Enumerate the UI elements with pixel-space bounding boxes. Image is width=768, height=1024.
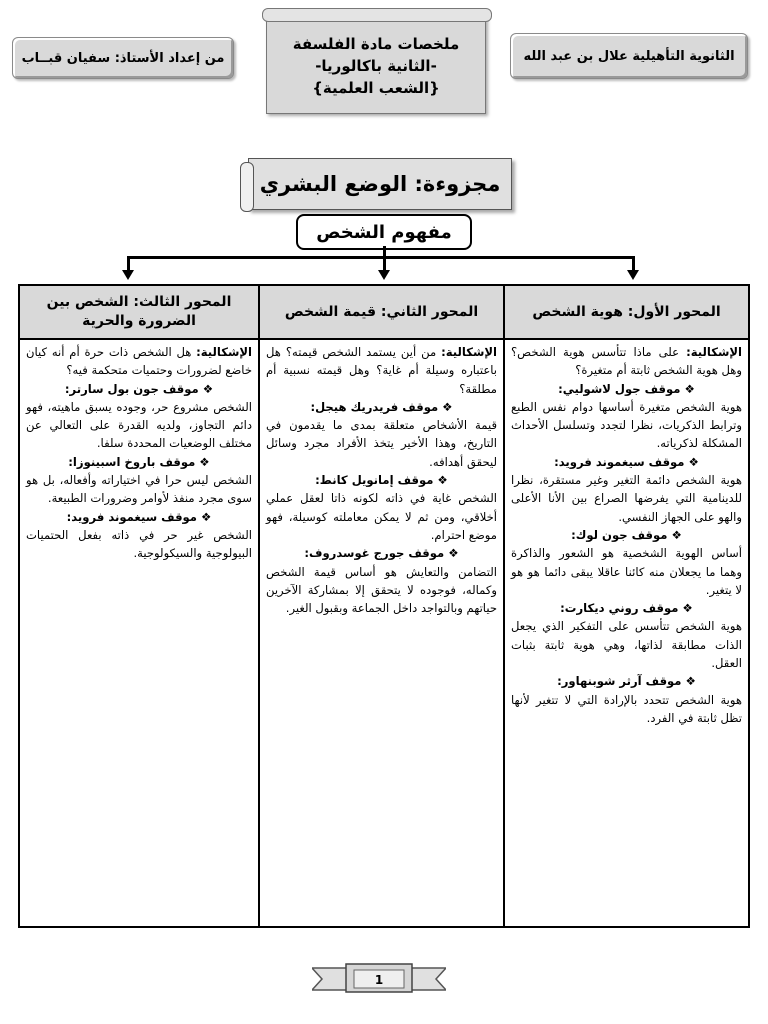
stance-text: الشخص غير حر في ذاته بفعل الحتميات البيولوجية والسيكولوجية. bbox=[26, 527, 252, 561]
problem-statement bbox=[26, 343, 252, 380]
stance-title bbox=[266, 398, 497, 416]
stance-text: أساس الهوية الشخصية هو الشعور والذاكرة وهما ما يجعلان منه كائنا عاقلا يبقى دائما هو هو لا يتغير. bbox=[511, 546, 742, 597]
stance-title-text: موقف جول لاشوليي: bbox=[558, 381, 681, 396]
stance-text: هوية الشخص متغيرة أساسها دوام نفس الطبع وترابط الذكريات، نظرا لتجدد وتسلسل الأحداث المشكلة لذكرياته. bbox=[511, 399, 742, 451]
stance-title bbox=[511, 672, 742, 690]
stance-text: هوية الشخص تتحدد بالإرادة التي لا تتغير لأنها تظل ثابتة في الفرد. bbox=[511, 692, 742, 725]
stance-title bbox=[266, 544, 497, 562]
axis-column bbox=[505, 286, 748, 926]
school-name-box bbox=[510, 33, 748, 79]
module-banner bbox=[240, 158, 514, 210]
author-box bbox=[12, 37, 234, 79]
diamond-bullet-icon: ❖ bbox=[442, 399, 453, 414]
stance-title-text: موقف سيغموند فرويد: bbox=[66, 509, 197, 524]
stance-title-text: موقف جورج غوسدروف: bbox=[304, 546, 445, 561]
diamond-bullet-icon: ❖ bbox=[199, 454, 210, 469]
stance-title-text: موقف آرثر شوبنهاور: bbox=[557, 674, 682, 689]
stance-title bbox=[511, 380, 742, 398]
diamond-bullet-icon: ❖ bbox=[671, 527, 682, 542]
diamond-bullet-icon: ❖ bbox=[448, 546, 459, 561]
title-line-1: ملخصات مادة الفلسفة bbox=[292, 35, 460, 53]
problem-text: من أين يستمد الشخص قيمته؟ هل باعتباره وسيلة أم غاية؟ وهل قيمته نسبية أم مطلقة؟ bbox=[266, 345, 497, 396]
problem-statement bbox=[266, 343, 497, 398]
axis-column bbox=[260, 286, 505, 926]
stance-text: قيمة الأشخاص متعلقة بمدى ما يقدمون في التاريخ، وهذا الأخير يتخذ الأفراد مجرد وسائل ليحقق أهدافه. bbox=[266, 418, 497, 469]
page-number-ribbon bbox=[312, 962, 446, 996]
stance-text: الشخص ليس حرا في اختياراته وأفعاله، بل هو سوى مجرد منفذ لأوامر وضرورات الطبيعة. bbox=[26, 473, 252, 506]
axis-content bbox=[20, 340, 258, 566]
diamond-bullet-icon: ❖ bbox=[682, 601, 693, 616]
diamond-bullet-icon: ❖ bbox=[684, 381, 695, 396]
axis-content bbox=[505, 340, 748, 730]
stance-title bbox=[266, 471, 497, 489]
stance-title bbox=[26, 380, 252, 398]
stance-title-text: موقف باروخ اسبينوزا: bbox=[68, 454, 196, 469]
stance-title-text: موقف إمانويل كانط: bbox=[315, 473, 434, 488]
title-line-3: {الشعب العلمية} bbox=[312, 79, 440, 97]
diamond-bullet-icon: ❖ bbox=[200, 509, 212, 524]
problem-label: الإشكالية: bbox=[441, 345, 497, 359]
stance-title-text: موقف روني ديكارت: bbox=[560, 601, 679, 616]
problem-text: على ماذا تتأسس هوية الشخص؟ وهل هوية الشخص ثابتة أم متغيرة؟ bbox=[511, 345, 742, 378]
stance-text: الشخص مشروع حر، وجوده يسبق ماهيته، فهو دائم التجاوز، ولديه القدرة على التعالي عن مختلف الوضعيات المحددة سلفا. bbox=[26, 399, 252, 451]
stance-title bbox=[26, 453, 252, 471]
arrow-down-icon bbox=[627, 270, 639, 280]
connector-horizontal bbox=[127, 256, 635, 259]
stance-title bbox=[511, 526, 742, 544]
stance-title-text: موقف جون لوك: bbox=[571, 527, 668, 542]
stance-text: التضامن والتعايش هو أساس قيمة الشخص وكماله، فوجوده لا يتحقق إلا بمشاركة الآخرين حياتهم وبالتواجد داخل الجماعة وبقبول الغير. bbox=[266, 564, 497, 616]
axis-content bbox=[260, 340, 503, 620]
stance-title-text: موقف فريدريك هيجل: bbox=[310, 399, 439, 414]
axes-table bbox=[18, 284, 750, 928]
problem-text: هل الشخص ذات حرة أم أنه كيان خاضع لضرورات وحتميات متحكمة فيه؟ bbox=[26, 345, 252, 378]
concept-title: مفهوم الشخص bbox=[296, 214, 472, 250]
diamond-bullet-icon: ❖ bbox=[437, 473, 448, 488]
title-line-2: -الثانية باكالوريا- bbox=[315, 57, 437, 75]
axis-heading: المحور الأول: هوية الشخص bbox=[505, 286, 748, 340]
diamond-bullet-icon: ❖ bbox=[685, 674, 696, 689]
page-number: 1 bbox=[374, 973, 384, 987]
author-name: من إعداد الأستاذ: سفيان قبــاب bbox=[21, 50, 225, 66]
stance-title bbox=[511, 453, 742, 471]
school-name: الثانوية التأهيلية علال بن عبد الله bbox=[523, 48, 735, 64]
diamond-bullet-icon: ❖ bbox=[202, 381, 214, 396]
stance-title-text: موقف جون بول سارتر: bbox=[64, 381, 199, 396]
arrow-down-icon bbox=[378, 270, 390, 280]
axis-column bbox=[20, 286, 260, 926]
diamond-bullet-icon: ❖ bbox=[688, 454, 699, 469]
stance-title bbox=[511, 599, 742, 617]
stance-text: هوية الشخص تتأسس على التفكير الذي يجعل الذات مطابقة لذاتها، وهي هوية ثابتة بثبات العقل. bbox=[511, 619, 742, 671]
problem-label: الإشكالية: bbox=[686, 345, 742, 359]
problem-label: الإشكالية: bbox=[196, 345, 252, 359]
title-scroll-body bbox=[266, 18, 486, 114]
axis-heading: المحور الثالث: الشخص بين الضرورة والحرية bbox=[20, 286, 258, 340]
stance-text: الشخص غاية في ذاته لكونه ذاتا لعقل عملي أخلاقي، ومن ثم لا يمكن معاملته كوسيلة، فهو موضع احترام. bbox=[266, 491, 497, 542]
problem-statement bbox=[511, 343, 742, 380]
axis-heading: المحور الثاني: قيمة الشخص bbox=[260, 286, 503, 340]
stance-title-text: موقف سيغموند فرويد: bbox=[554, 454, 685, 469]
banner-roll-decoration bbox=[240, 162, 254, 212]
title-scroll bbox=[262, 8, 492, 112]
stance-text: هوية الشخص دائمة التغير وغير مستقرة، نظرا للدينامية التي يفرضها الصراع بين الأنا الأعلى والهو على الجهاز النفسي. bbox=[511, 473, 742, 524]
arrow-down-icon bbox=[122, 270, 134, 280]
module-title: مجزوءة: الوضع البشري bbox=[248, 158, 512, 210]
scroll-roll-decoration bbox=[262, 8, 492, 22]
stance-title bbox=[26, 508, 252, 526]
